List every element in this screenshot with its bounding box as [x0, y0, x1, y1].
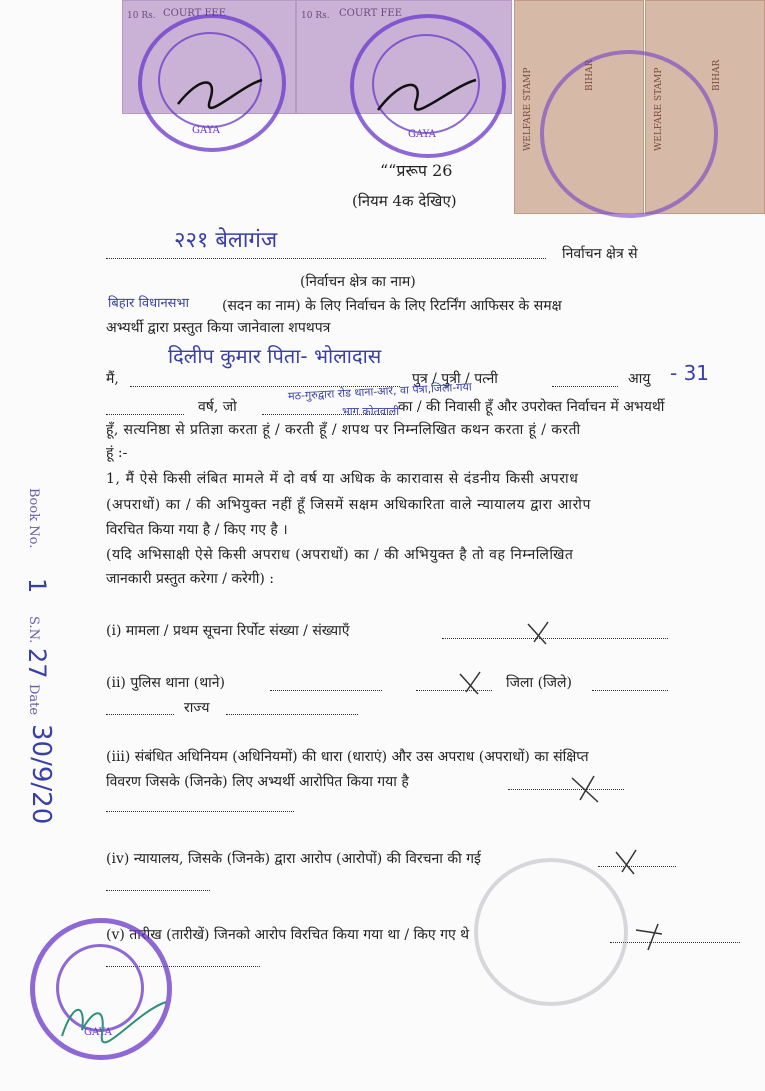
book-label: Book No. — [26, 488, 41, 549]
item-i-dotted — [442, 638, 668, 639]
item-ii-district: जिला (जिले) — [506, 675, 573, 691]
cross-mark — [524, 618, 554, 648]
item-i: (i) मामला / प्रथम सूचना रिर्पोट संख्या / संख्याएँ — [106, 623, 350, 639]
handwritten-name: दिलीप कुमार पिता- भोलादास — [168, 344, 382, 368]
margin-register-entry — [14, 488, 54, 928]
para1-line2: (अपराधों) का / की अभियुक्त नहीं हूँ जिसमें सक्षम अधिकारिता वाले न्यायालय द्वारा आरोप — [106, 497, 592, 513]
declaration-line4: हूं :- — [106, 445, 128, 461]
age-label: आयु — [628, 371, 651, 387]
item-iv: (iv) न्यायालय, जिसके (जिनके) द्वारा आरोप (आरोपों) की विरचना की गई — [106, 851, 481, 867]
declaration-prefix: मैं, — [106, 371, 119, 387]
handwritten-age: - 31 — [670, 361, 710, 385]
signature-on-stamp-left — [170, 66, 270, 116]
handwritten-address-2: भाग कोतवाली — [342, 405, 400, 418]
para1-line1: 1, मैं ऐसे किसी लंबित मामले में दो वर्ष या अधिक के कारावास से दंडनीय किसी अपराध — [106, 471, 579, 487]
handwritten-address: मठ-गुरुद्वारा रोड थाना-आर, वा पत्रा,जिला-गया — [287, 380, 473, 403]
relation-options: पुत्र / पुत्री / पत्नी — [412, 371, 498, 387]
constituency-caption: (निर्वाचन क्षेत्र का नाम) — [300, 274, 416, 290]
handwritten-house: बिहार विधानसभा — [108, 296, 189, 311]
court-fee-label: COURT FEE — [163, 8, 227, 19]
item-iii-line2: विवरण जिसके (जिनके) लिए अभ्यर्थी आरोपित किया गया है — [106, 774, 409, 790]
item-v-dotted-1 — [610, 942, 740, 943]
item-iv-dotted-2 — [106, 890, 210, 891]
sn-number: 27 — [23, 648, 51, 679]
welfare-label: WELFARE STAMP — [523, 67, 533, 151]
relation-dotted-line — [552, 386, 618, 387]
sn-label: S.N. — [26, 616, 41, 644]
declaration-line3: हूँ, सत्यनिष्ठा से प्रतिज्ञा करता हूं / करती हूँ / शपथ पर निम्नलिखित कथन करता हूं / करती — [106, 422, 581, 438]
register-date: 30/9/20 — [26, 724, 56, 825]
seal-text: GAYA — [408, 129, 436, 140]
item-iii-line1: (iii) संबंधित अधिनियम (अधिनियमों) की धारा (धाराएं) और उस अपराध (अपराधों) का संक्षिप्त — [106, 749, 589, 765]
welfare-label: WELFARE STAMP — [654, 67, 664, 151]
item-ii-dotted-5 — [226, 714, 358, 715]
court-fee-label: COURT FEE — [339, 8, 403, 19]
seal-stamp-right — [540, 50, 718, 218]
seal-text: GAYA — [192, 125, 220, 136]
item-ii-dotted-4 — [106, 714, 174, 715]
affidavit-title: अभ्यर्थी द्वारा प्रस्तुत किया जानेवाला शपथपत्र — [106, 320, 331, 336]
signature-on-stamp-middle — [372, 70, 482, 120]
item-ii-state: राज्य — [184, 700, 210, 716]
seal-text: GAYA — [84, 1027, 112, 1038]
item-iii-dotted-2 — [106, 811, 294, 812]
court-fee-value: 10 Rs. — [127, 11, 156, 21]
declaration-line2a: वर्ष, जो — [198, 399, 237, 415]
faded-seal-bottom — [474, 858, 628, 1006]
item-ii-dotted-3 — [592, 690, 668, 691]
address-dotted-line-a — [106, 414, 184, 415]
signature-bottom-left — [56, 990, 176, 1050]
cross-mark — [634, 920, 664, 952]
welfare-state: BIHAR — [712, 59, 722, 91]
para1-line3: विरचित किया गया है / किए गए है । — [106, 522, 288, 538]
date-label: Date — [26, 684, 41, 716]
cross-mark — [568, 772, 604, 806]
constituency-dotted-line — [106, 258, 546, 259]
form-number: ““प्ररूप 26 — [380, 161, 453, 180]
para1-line4: (यदि अभिसाक्षी ऐसे किसी अपराध (अपराधों) का / की अभियुक्त है तो वह निम्नलिखित — [106, 547, 574, 563]
welfare-state: BIHAR — [585, 59, 595, 91]
declaration-line2b: का / की निवासी हूँ और उपरोक्त निर्वाचन में अभयर्थी — [398, 399, 665, 415]
item-iii-dotted-1 — [508, 789, 624, 790]
book-number: 1 — [23, 578, 51, 594]
cross-mark — [612, 846, 642, 878]
item-ii-police: (ii) पुलिस थाना (थाने) — [106, 675, 225, 691]
rule-reference: (नियम 4क देखिए) — [352, 192, 457, 210]
court-fee-value: 10 Rs. — [301, 11, 330, 21]
constituency-suffix: निर्वाचन क्षेत्र से — [562, 246, 638, 262]
cross-mark — [456, 668, 486, 698]
item-v: (v) तारीख (तारीखें) जिनको आरोप विरचित किया गया था / किए गए थे — [106, 927, 470, 943]
item-ii-dotted-1 — [270, 690, 382, 691]
address-dotted-line-b — [262, 414, 394, 415]
house-line-text: (सदन का नाम) के लिए निर्वाचन के लिए रिटर्निंग आफिसर के समक्ष — [222, 298, 562, 314]
para1-line5: जानकारी प्रस्तुत करेगा / करेगी) : — [106, 571, 275, 587]
handwritten-constituency: २२१ बेलागंज — [174, 228, 278, 253]
